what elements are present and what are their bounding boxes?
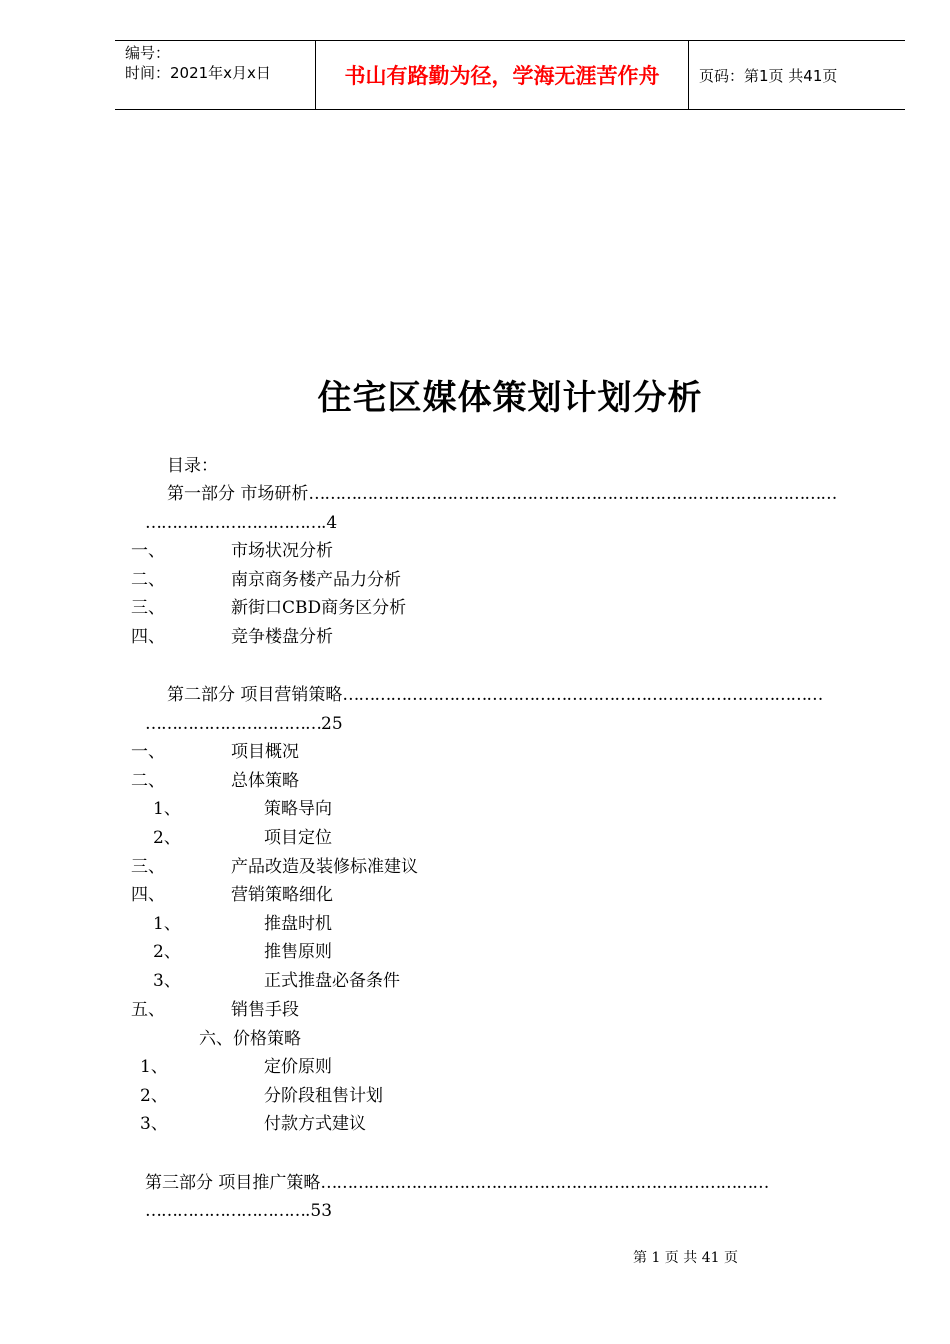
toc-subitem-num: 1、 xyxy=(153,914,181,934)
toc-subitem-text[interactable]: 策略导向 xyxy=(264,799,332,819)
toc-item-num: 三、 xyxy=(131,598,165,618)
toc-part1-leader: ……………………………………………………………………………………… xyxy=(308,484,837,504)
toc-subitem-text[interactable]: 分阶段租售计划 xyxy=(264,1086,383,1106)
toc-item-num: 二、 xyxy=(131,771,165,791)
toc-subitem-num: 1、 xyxy=(140,1057,168,1077)
toc-subitem-text[interactable]: 定价原则 xyxy=(264,1057,332,1077)
toc-subitem-text[interactable]: 正式推盘必备条件 xyxy=(264,971,400,991)
toc-subitem-text[interactable]: 推售原则 xyxy=(264,942,332,962)
document-title: 住宅区媒体策划计划分析 xyxy=(317,378,703,418)
toc-item-text[interactable]: 产品改造及装修标准建议 xyxy=(231,857,418,877)
toc-part1-title: 第一部分 市场研析 xyxy=(167,484,309,504)
header-motto: 书山有路勤为径，学海无涯苦作舟 xyxy=(316,41,689,109)
toc-part1-line[interactable] xyxy=(167,483,836,505)
toc-item-text[interactable]: 销售手段 xyxy=(231,1000,299,1020)
toc-item[interactable] xyxy=(131,597,165,619)
toc-item-num: 一、 xyxy=(131,742,165,762)
toc-part1-page: .4 xyxy=(321,513,338,533)
toc-item-num: 二、 xyxy=(131,570,165,590)
toc-item-text[interactable]: 新街口CBD商务区分析 xyxy=(231,598,407,618)
toc-part2-line[interactable] xyxy=(167,684,822,706)
toc-item-num: 三、 xyxy=(131,857,165,877)
toc-part1-leader2: …………………………… xyxy=(145,513,321,533)
toc-subitem-text[interactable]: 推盘时机 xyxy=(264,914,332,934)
page-footer: 第 1 页 共 41 页 xyxy=(633,1250,738,1266)
toc-part3-line[interactable] xyxy=(145,1172,768,1194)
toc-part2-title: 第二部分 项目营销策略 xyxy=(167,685,343,705)
header-page-info: 页码：第1页 共41页 xyxy=(699,66,838,85)
toc-heading: 目录： xyxy=(167,456,218,476)
toc-item-text[interactable]: 六、价格策略 xyxy=(199,1029,301,1049)
toc-item-text[interactable]: 南京商务楼产品力分析 xyxy=(231,570,401,590)
toc-item-num: 四、 xyxy=(131,885,165,905)
toc-part2-leader: ……………………………………………………………………………… xyxy=(342,685,823,705)
toc-item[interactable] xyxy=(131,626,165,648)
toc-part3-line2 xyxy=(145,1200,332,1222)
toc-item-text[interactable]: 营销策略细化 xyxy=(231,885,333,905)
toc-part1-line2 xyxy=(145,512,337,534)
toc-part3-leader: ………………………………………………………………………… xyxy=(320,1173,769,1193)
time-label: 时间：2021年x月x日 xyxy=(125,64,271,82)
toc-item-num: 四、 xyxy=(131,627,165,647)
header-meta xyxy=(115,41,316,109)
toc-item[interactable] xyxy=(131,569,165,591)
toc-subitem-num: 3、 xyxy=(153,971,181,991)
toc-item-num: 一、 xyxy=(131,541,165,561)
toc-subitem-num: 2、 xyxy=(153,828,181,848)
toc-subitem-num: 2、 xyxy=(153,942,181,962)
toc-item[interactable] xyxy=(131,540,165,562)
toc-item-text[interactable]: 总体策略 xyxy=(231,771,299,791)
toc-part3-title: 第三部分 项目推广策略 xyxy=(145,1173,321,1193)
serial-label: 编号： xyxy=(125,44,171,62)
toc-part2-line2 xyxy=(145,713,343,735)
toc-part2-leader2: …………………………… xyxy=(145,714,321,734)
page-header xyxy=(115,40,905,110)
toc-item-num: 五、 xyxy=(131,1000,165,1020)
toc-item-text[interactable]: 项目概况 xyxy=(231,742,299,762)
toc-item-text[interactable]: 市场状况分析 xyxy=(231,541,333,561)
toc-subitem-text[interactable]: 付款方式建议 xyxy=(264,1114,366,1134)
toc-part2-page: 25 xyxy=(321,714,343,734)
toc-item-text[interactable]: 竞争楼盘分析 xyxy=(231,627,333,647)
toc-subitem-num: 1、 xyxy=(153,799,181,819)
toc-subitem-num: 2、 xyxy=(140,1086,168,1106)
toc-subitem-text[interactable]: 项目定位 xyxy=(264,828,332,848)
toc-part3-leader2: ………………………… xyxy=(145,1201,305,1221)
toc-part3-page: .53 xyxy=(305,1201,333,1221)
toc-subitem-num: 3、 xyxy=(140,1114,168,1134)
